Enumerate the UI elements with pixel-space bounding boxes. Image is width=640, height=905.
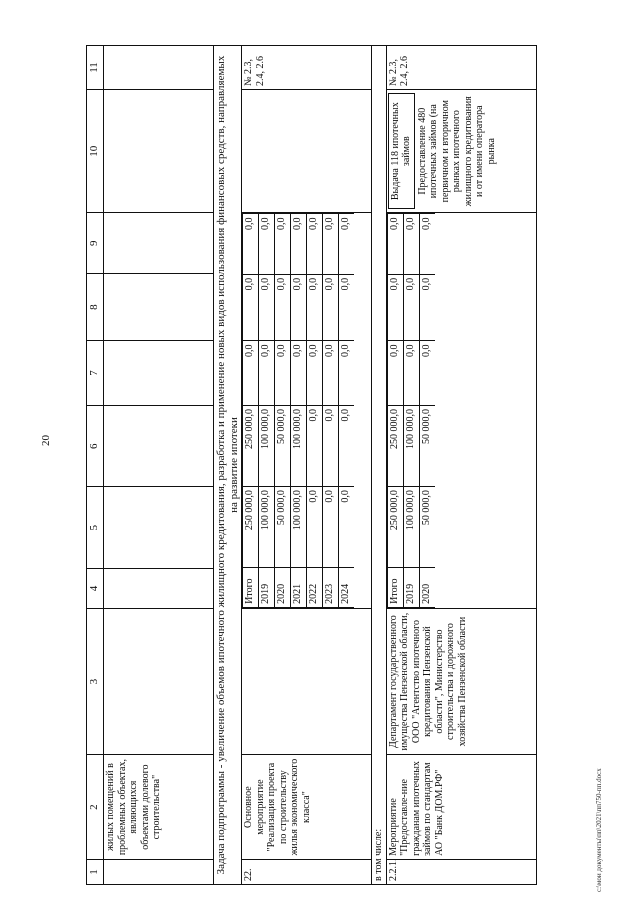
amount-cell: 0,0 [323, 487, 339, 568]
amount-cell: 0,0 [291, 214, 307, 274]
row-number: 2.2.1. [386, 859, 536, 884]
year-cell: 2019 [259, 568, 275, 608]
year-row [339, 214, 355, 607]
row-22 [242, 46, 372, 885]
year-row [419, 214, 435, 607]
indicator-1: Выдача 118 ипотечных займов [388, 93, 415, 209]
row-indicator [242, 90, 372, 213]
amount-cell: 100 000,0 [291, 487, 307, 568]
header-cell: 6 [87, 405, 104, 487]
year-cell: Итого [387, 568, 403, 608]
amount-cell: 0,0 [291, 341, 307, 406]
amount-cell: 100 000,0 [291, 405, 307, 486]
financing-block [242, 213, 372, 608]
year-row [387, 214, 403, 607]
amount-cell: 100 000,0 [403, 405, 419, 486]
year-row [307, 214, 323, 607]
amount-cell: 0,0 [243, 214, 259, 274]
footer-path: c:\мои документы\пп\2021\пп750-пп.docx [595, 768, 603, 892]
amount-cell: 0,0 [259, 214, 275, 274]
amount-cell: 0,0 [403, 274, 419, 341]
row-name: Мероприятие "Предоставле-ние гражданам ипотечных займов по стандартам АО "Банк ДОМ.РФ" [386, 755, 536, 860]
task-row [214, 46, 242, 885]
task-text: Задача подпрограммы - увеличение объемов ипотечного жилищного кредитования, разработка и применение новых видов использования финансовых средств, направляемых на развитие ипотеки [214, 46, 242, 885]
amount-cell: 0,0 [339, 274, 355, 341]
amount-cell: 0,0 [323, 341, 339, 406]
amount-cell: 50 000,0 [275, 487, 291, 568]
financing-block [386, 213, 536, 608]
financing-table [242, 213, 354, 607]
amount-cell: 0,0 [403, 214, 419, 274]
header-row [87, 46, 104, 885]
amount-cell: 0,0 [307, 214, 323, 274]
amount-cell: 250 000,0 [243, 405, 259, 486]
indicator-2: Предоставление 480 ипотечных займов (на первичном и вторичном рынках ипотечного жилищного кредитования и от имени оператора рынка [416, 96, 497, 207]
row-number: 22. [242, 859, 372, 884]
header-cell: 7 [87, 341, 104, 406]
amount-cell: 50 000,0 [419, 405, 435, 486]
year-cell: 2020 [275, 568, 291, 608]
program-table [86, 45, 537, 885]
row-ref: № 2.3, 2.4, 2.6 [242, 46, 372, 90]
amount-cell: 0,0 [275, 341, 291, 406]
amount-cell: 0,0 [323, 214, 339, 274]
amount-cell: 0,0 [419, 214, 435, 274]
prev-row-name: жилых помещений в проблемных объектах, являющихся объектами долевого строительства" [104, 755, 214, 860]
header-cell: 2 [87, 755, 104, 860]
prev-row-continuation [104, 46, 214, 885]
year-cell: 2021 [291, 568, 307, 608]
year-row [291, 214, 307, 607]
header-cell: 10 [87, 90, 104, 213]
amount-cell: 0,0 [419, 341, 435, 406]
amount-cell: 0,0 [403, 341, 419, 406]
amount-cell: 0,0 [275, 274, 291, 341]
amount-cell: 250 000,0 [387, 487, 403, 568]
row-2-2-1 [386, 46, 536, 885]
amount-cell: 0,0 [259, 341, 275, 406]
amount-cell: 0,0 [387, 274, 403, 341]
year-cell: 2022 [307, 568, 323, 608]
year-row [275, 214, 291, 607]
year-cell: 2023 [323, 568, 339, 608]
amount-cell: 100 000,0 [259, 487, 275, 568]
amount-cell: 250 000,0 [387, 405, 403, 486]
amount-cell: 50 000,0 [419, 487, 435, 568]
amount-cell: 0,0 [323, 274, 339, 341]
amount-cell: 0,0 [323, 405, 339, 486]
amount-cell: 50 000,0 [275, 405, 291, 486]
header-cell: 8 [87, 274, 104, 341]
row-responsible: Департамент государственного имущества Пензенской области, ООО "Агентство ипотечного кредитования Пензенской области", Министерство строительства и дорожного хозяйства Пензенской области [386, 608, 536, 754]
page-number: 20 [40, 435, 52, 446]
amount-cell: 0,0 [387, 341, 403, 406]
amount-cell: 0,0 [307, 405, 323, 486]
amount-cell: 0,0 [275, 214, 291, 274]
year-row [323, 214, 339, 607]
row-responsible [242, 608, 372, 754]
year-cell: 2024 [339, 568, 355, 608]
indicator-cell [386, 90, 536, 213]
amount-cell: 0,0 [259, 274, 275, 341]
amount-cell: 0,0 [387, 214, 403, 274]
financing-table [387, 213, 435, 607]
amount-cell: 0,0 [339, 341, 355, 406]
header-cell: 3 [87, 608, 104, 754]
year-cell: Итого [243, 568, 259, 608]
year-row [259, 214, 275, 607]
amount-cell: 250 000,0 [243, 487, 259, 568]
amount-cell: 0,0 [291, 274, 307, 341]
amount-cell: 0,0 [339, 487, 355, 568]
amount-cell: 0,0 [419, 274, 435, 341]
rotated-table-container [86, 45, 611, 885]
amount-cell: 100 000,0 [259, 405, 275, 486]
header-cell: 5 [87, 487, 104, 569]
amount-cell: 0,0 [307, 274, 323, 341]
amount-cell: 0,0 [243, 274, 259, 341]
header-cell: 11 [87, 46, 104, 90]
year-row [403, 214, 419, 607]
header-cell: 9 [87, 213, 104, 274]
amount-cell: 0,0 [339, 214, 355, 274]
amount-cell: 100 000,0 [403, 487, 419, 568]
row-name: Основное мероприятие "Реализация проекта по строительству жилья экономического класса" [242, 755, 372, 860]
year-cell: 2019 [403, 568, 419, 608]
header-cell: 4 [87, 569, 104, 609]
amount-cell: 0,0 [243, 341, 259, 406]
amount-cell: 0,0 [307, 341, 323, 406]
amount-cell: 0,0 [339, 405, 355, 486]
in-that-number: в том числе: [372, 46, 387, 885]
row-ref: № 2.3, 2.4, 2.6 [386, 46, 536, 90]
amount-cell: 0,0 [307, 487, 323, 568]
year-row [243, 214, 259, 607]
in-that-number-row [372, 46, 387, 885]
year-cell: 2020 [419, 568, 435, 608]
header-cell: 1 [87, 859, 104, 884]
